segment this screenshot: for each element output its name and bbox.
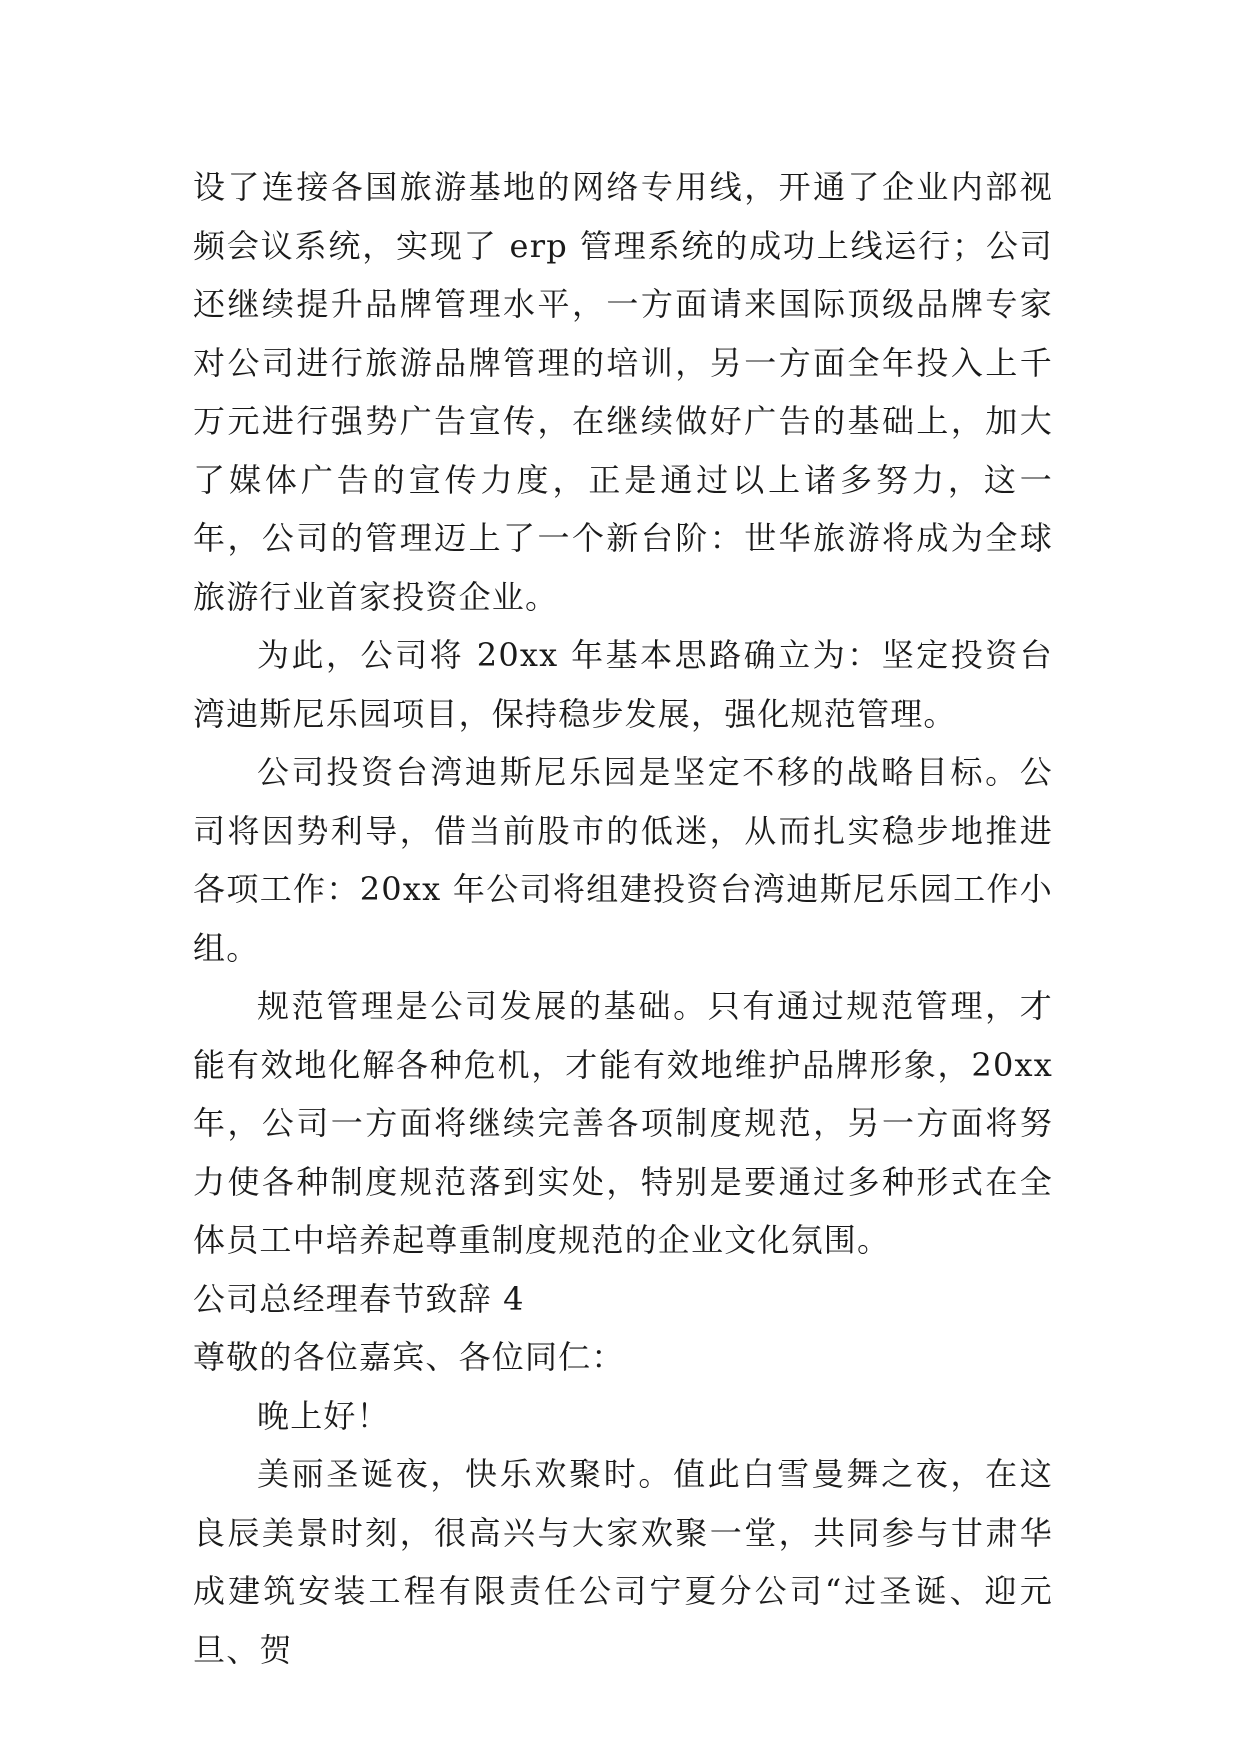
greeting: 晚上好！: [257, 1396, 390, 1435]
paragraph-4: 规范管理是公司发展的基础。只有通过规范管理，才能有效地化解各种危机，才能有效地维护品牌形象，20xx 年，公司一方面将继续完善各项制度规范，另一方面将努力使各种制度规范落到实处，特别是要通过多种形式在全体员工中培养起尊重制度规范的企业文化氛围。: [193, 987, 1053, 1259]
section-title: 公司总经理春节致辞 4: [193, 1279, 525, 1318]
paragraph-1: 设了连接各国旅游基地的网络专用线，开通了企业内部视频会议系统，实现了 erp 管理系统的成功上线运行；公司还继续提升品牌管理水平，一方面请来国际顶级品牌专家对公司进行旅游品牌管理的培训，另一方面全年投入上千万元进行强势广告宣传，在继续做好广告的基础上，加大了媒体广告的宣传力度，正是通过以上诸多努力，这一年，公司的管理迈上了一个新台阶：世华旅游将成为全球旅游行业首家投资企业。: [193, 168, 1053, 616]
paragraph-2: 为此，公司将 20xx 年基本思路确立为：坚定投资台湾迪斯尼乐园项目，保持稳步发展，强化规范管理。: [193, 636, 1053, 733]
closing-paragraph: 美丽圣诞夜，快乐欢聚时。值此白雪曼舞之夜，在这良辰美景时刻，很高兴与大家欢聚一堂，共同参与甘肃华成建筑安装工程有限责任公司宁夏分公司“过圣诞、迎元旦、贺: [193, 1455, 1053, 1669]
paragraph-3: 公司投资台湾迪斯尼乐园是坚定不移的战略目标。公司将因势利导，借当前股市的低迷，从而扎实稳步地推进各项工作：20xx 年公司将组建投资台湾迪斯尼乐园工作小组。: [193, 753, 1053, 967]
salutation: 尊敬的各位嘉宾、各位同仁：: [193, 1338, 625, 1376]
document-body: [193, 158, 1053, 1679]
